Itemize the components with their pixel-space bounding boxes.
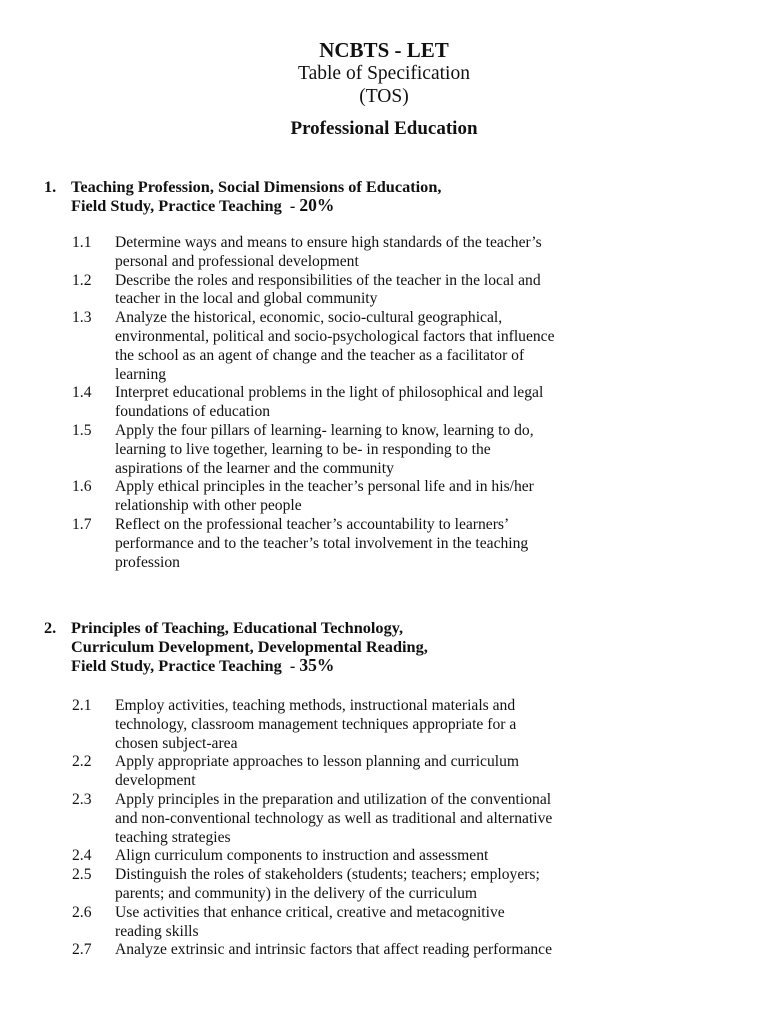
section-heading-text <box>71 177 441 215</box>
document-title: NCBTS - LET <box>319 38 449 62</box>
subject-heading: Professional Education <box>290 118 478 139</box>
item-text-line: development <box>115 772 196 790</box>
section-heading-text <box>71 618 428 675</box>
item-text-line: Reflect on the professional teacher’s accountability to learners’ <box>115 515 510 533</box>
list-item <box>72 941 672 960</box>
item-number: 2.3 <box>72 790 92 808</box>
list-item <box>72 904 672 942</box>
item-text-line: Align curriculum components to instruction and assessment <box>115 847 489 865</box>
list-item <box>72 309 672 384</box>
item-text-line: parents; and community) in the delivery of the curriculum <box>115 884 478 902</box>
section-percentage: 20% <box>299 195 335 215</box>
list-item <box>72 384 672 422</box>
item-text-line: chosen subject-area <box>115 734 238 752</box>
list-item <box>72 847 672 866</box>
section-heading-line: Teaching Profession, Social Dimensions of Education, <box>71 177 442 196</box>
item-number: 1.4 <box>72 384 92 402</box>
item-text-line: relationship with other people <box>115 497 302 515</box>
item-number: 2.5 <box>72 866 92 884</box>
list-item <box>72 753 672 791</box>
section-percentage: 35% <box>299 655 335 675</box>
item-text-line: learning <box>115 365 167 383</box>
item-text-line: and non-conventional technology as well as traditional and alternative <box>115 809 553 827</box>
item-text-line: aspirations of the learner and the community <box>115 459 394 477</box>
item-text-line: technology, classroom management techniques appropriate for a <box>115 715 517 733</box>
item-text-line: Apply principles in the preparation and utilization of the conventional <box>115 790 552 808</box>
item-number: 1.7 <box>72 515 92 533</box>
item-text-line: Employ activities, teaching methods, instructional materials and <box>115 697 516 714</box>
item-text-line: personal and professional development <box>115 252 359 270</box>
item-text-line: profession <box>115 553 180 571</box>
item-text-line: Distinguish the roles of stakeholders (students; teachers; employers; <box>115 866 540 884</box>
item-text-line: Analyze the historical, economic, socio-cultural geographical, <box>115 309 503 327</box>
list-item <box>72 697 672 753</box>
item-number: 2.1 <box>72 697 92 714</box>
list-item <box>72 516 672 572</box>
item-text-line: Analyze extrinsic and intrinsic factors that affect reading performance <box>115 941 553 959</box>
item-number: 2.2 <box>72 753 92 771</box>
objectives-list <box>72 234 672 572</box>
item-text-line: Apply ethical principles in the teacher’s personal life and in his/her <box>115 478 534 496</box>
item-text-line: environmental, political and socio-psychological factors that influence <box>115 327 555 345</box>
item-text-line: Describe the roles and responsibilities of the teacher in the local and <box>115 271 541 289</box>
item-number: 2.6 <box>72 903 92 921</box>
list-item <box>72 422 672 478</box>
item-text-line: Apply the four pillars of learning- learning to know, learning to do, <box>115 421 534 439</box>
item-text-line: Interpret educational problems in the light of philosophical and legal <box>115 384 544 402</box>
section-number: 1. <box>44 177 57 196</box>
section-heading-line: Field Study, Practice Teaching - 20% <box>71 195 335 215</box>
list-item <box>72 866 672 904</box>
item-text-line: foundations of education <box>115 403 271 421</box>
list-item <box>72 478 672 516</box>
section-heading-line-text: Field Study, Practice Teaching <box>71 656 282 675</box>
objectives-list <box>72 697 672 960</box>
section-heading-line: Principles of Teaching, Educational Technology, <box>71 618 404 637</box>
section-heading-line-text: Field Study, Practice Teaching <box>71 196 282 215</box>
list-item <box>72 272 672 310</box>
item-text-line: Determine ways and means to ensure high standards of the teacher’s <box>115 234 542 251</box>
section-number: 2. <box>44 618 57 637</box>
section-heading-line: Field Study, Practice Teaching - 35% <box>71 655 335 675</box>
item-text-line: performance and to the teacher’s total involvement in the teaching <box>115 534 529 552</box>
item-number: 1.2 <box>72 271 92 289</box>
item-number: 1.1 <box>72 234 92 251</box>
item-text-line: teaching strategies <box>115 828 231 846</box>
list-item <box>72 234 672 272</box>
item-text-line: learning to live together, learning to be- in responding to the <box>115 440 491 458</box>
item-text-line: Apply appropriate approaches to lesson planning and curriculum <box>115 753 520 771</box>
item-number: 1.6 <box>72 478 92 496</box>
item-text-line: Use activities that enhance critical, creative and metacognitive <box>115 903 505 921</box>
item-text-line: the school as an agent of change and the teacher as a facilitator of <box>115 346 525 364</box>
item-number: 1.5 <box>72 421 92 439</box>
section-heading-line: Curriculum Development, Developmental Reading, <box>71 637 428 656</box>
document-subtitle-abbreviation: (TOS) <box>359 86 409 107</box>
item-number: 2.4 <box>72 847 92 865</box>
list-item <box>72 791 672 847</box>
item-number: 1.3 <box>72 309 92 327</box>
document-subtitle: Table of Specification <box>298 63 470 84</box>
item-text-line: teacher in the local and global community <box>115 290 378 308</box>
item-number: 2.7 <box>72 941 92 959</box>
item-text-line: reading skills <box>115 922 199 940</box>
